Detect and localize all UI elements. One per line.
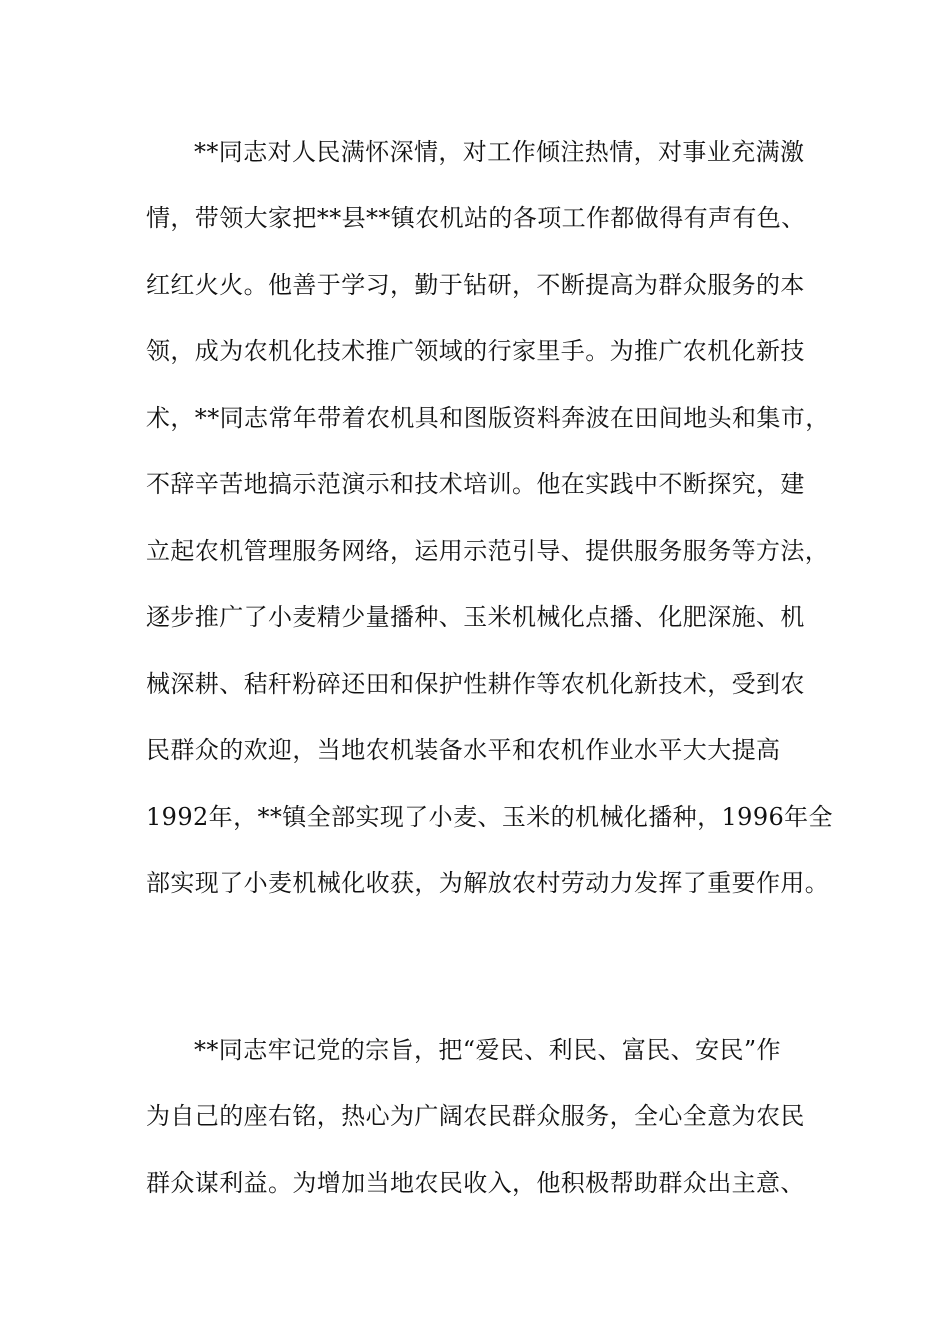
paragraph-1-line-6: 不辞辛苦地搞示范演示和技术培训。他在实践中不断探究，建: [146, 470, 805, 498]
paragraph-1-line-9: 械深耕、秸秆粉碎还田和保护性耕作等农机化新技术，受到农: [146, 670, 805, 698]
paragraph-1-line-2: 情，带领大家把**县**镇农机站的各项工作都做得有声有色、: [146, 204, 806, 232]
paragraph-2-line-2: 为自己的座右铭，热心为广阔农民群众服务，全心全意为农民: [146, 1102, 805, 1130]
paragraph-1-line-4: 领，成为农机化技术推广领域的行家里手。为推广农机化新技: [146, 337, 805, 365]
paragraph-1-line-1: **同志对人民满怀深情，对工作倾注热情，对事业充满激: [194, 138, 805, 166]
paragraph-1-line-7: 立起农机管理服务网络，运用示范引导、提供服务服务等方法，: [146, 537, 830, 565]
paragraph-1-line-8: 逐步推广了小麦精少量播种、玉米机械化点播、化肥深施、机: [146, 603, 805, 631]
paragraph-1-line-11: 1992年，**镇全部实现了小麦、玉米的机械化播种，1996年全: [146, 803, 833, 831]
paragraph-1-line-10: 民群众的欢迎，当地农机装备水平和农机作业水平大大提高: [146, 736, 781, 764]
paragraph-2-line-3: 群众谋利益。为增加当地农民收入，他积极帮助群众出主意、: [146, 1169, 805, 1197]
paragraph-2-line-1: **同志牢记党的宗旨，把“爱民、利民、富民、安民”作: [194, 1036, 781, 1064]
paragraph-1-line-3: 红红火火。他善于学习，勤于钻研，不断提高为群众服务的本: [146, 271, 805, 299]
paragraph-1-line-12: 部实现了小麦机械化收获，为解放农村劳动力发挥了重要作用。: [146, 869, 830, 897]
paragraph-1-line-5: 术，**同志常年带着农机具和图版资料奔波在田间地头和集市，: [146, 404, 830, 432]
